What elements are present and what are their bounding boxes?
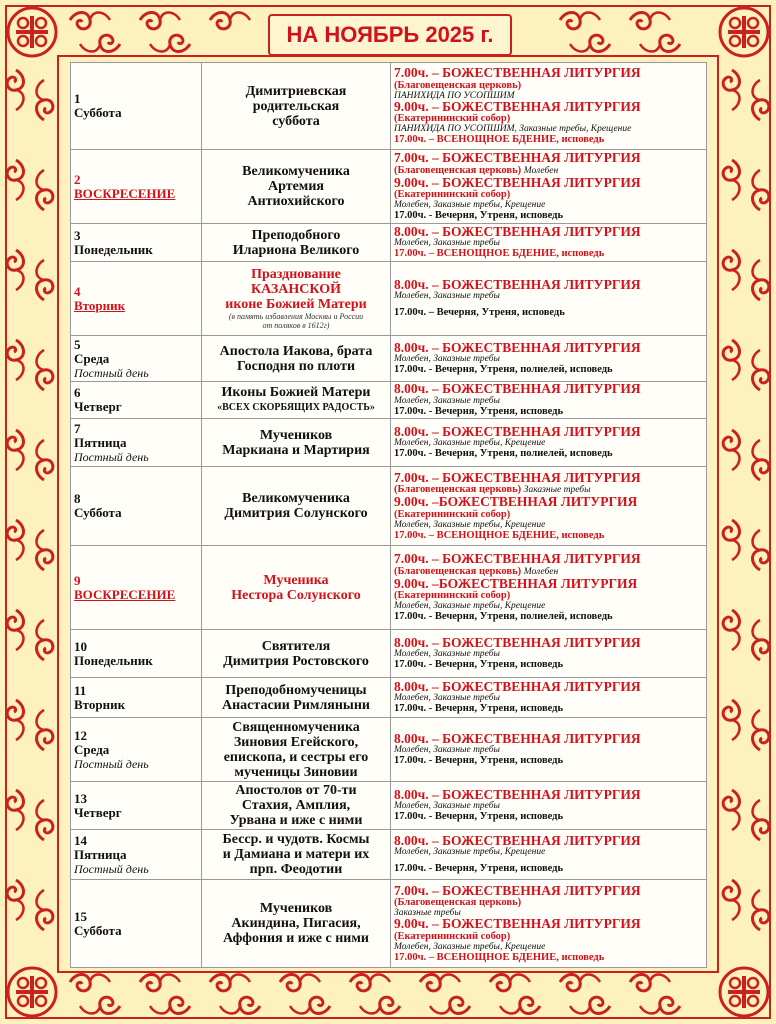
day-number: 3 — [74, 227, 81, 243]
saint-line: Димитрия Солунского — [224, 506, 368, 521]
evening-service: 17.00ч. - Вечерня, Утреня, исповедь — [394, 863, 563, 875]
vigil-service: 17.00ч. – ВСЕНОЩНОЕ БДЕНИЕ, исповедь — [394, 134, 605, 145]
table-row — [71, 336, 707, 382]
weekday: Пятница — [74, 846, 127, 862]
church-location: (Екатерининский собор) — [394, 113, 511, 124]
day-cell — [71, 419, 202, 467]
day-number: 2 — [74, 171, 81, 187]
liturgy-time: 7.00ч. – БОЖЕСТВЕННАЯ ЛИТУРГИЯ — [394, 469, 641, 485]
day-cell — [71, 336, 202, 382]
services-cell — [391, 382, 707, 419]
liturgy-time: 9.00ч. –БОЖЕСТВЕННАЯ ЛИТУРГИЯ — [394, 575, 638, 591]
services-cell — [391, 630, 707, 678]
table-row — [71, 382, 707, 419]
vigil-service: 17.00ч. – ВСЕНОЩНОЕ БДЕНИЕ, исповедь — [394, 529, 605, 541]
liturgy-time: 8.00ч. – БОЖЕСТВЕННАЯ ЛИТУРГИЯ — [394, 223, 641, 239]
weekday: Суббота — [74, 505, 122, 520]
day-number: 13 — [74, 790, 87, 806]
day-number: 15 — [74, 908, 87, 924]
services-cell — [391, 262, 707, 336]
saint-line: Димитриевская — [245, 83, 347, 99]
weekday: Четверг — [74, 804, 122, 820]
saint-cell — [202, 336, 391, 382]
day-number: 10 — [74, 638, 87, 654]
day-cell — [71, 880, 202, 968]
day-cell — [71, 546, 202, 630]
liturgy-time: 8.00ч. – БОЖЕСТВЕННАЯ ЛИТУРГИЯ — [394, 634, 641, 650]
saint-cell — [202, 718, 391, 782]
table-row — [71, 678, 707, 718]
saint-line: Мученика — [263, 572, 329, 588]
fast-day-note: Постный день — [74, 365, 149, 380]
service-notes: Заказные требы — [394, 908, 461, 918]
saint-cell — [202, 224, 391, 262]
services-cell — [391, 224, 707, 262]
church-location: (Екатерининский собор) — [394, 930, 511, 942]
services-cell — [391, 150, 707, 224]
day-number: 12 — [74, 727, 87, 743]
services-cell — [391, 718, 707, 782]
service-notes: ПАНИХИДА ПО УСОПШИМ, Заказные требы, Крещение — [394, 124, 632, 134]
saint-cell — [202, 630, 391, 678]
day-cell — [71, 678, 202, 718]
table-row — [71, 262, 707, 336]
saint-line: епископа, и сестры его — [223, 749, 369, 765]
service-notes: Молебен, Заказные требы — [394, 693, 500, 704]
service-notes: Молебен, Заказные требы — [394, 354, 500, 365]
saint-cell — [202, 262, 391, 336]
weekday: Суббота — [74, 922, 122, 938]
table-row — [71, 419, 707, 467]
liturgy-time: 9.00ч. –БОЖЕСТВЕННАЯ ЛИТУРГИЯ — [394, 494, 638, 509]
service-notes: Молебен, Заказные требы, Крещение — [394, 200, 546, 210]
church-location: (Благовещенская церковь) Молебен — [394, 565, 559, 577]
saint-line: Преподобного — [251, 227, 341, 243]
service-notes: Молебен — [523, 566, 559, 577]
service-notes: Молебен, Заказные требы, Крещение — [394, 847, 546, 858]
day-cell — [71, 467, 202, 546]
saint-line: Урвана и иже с ними — [229, 813, 363, 828]
saint-line: Священномученика — [232, 719, 360, 735]
table-row — [71, 467, 707, 546]
weekday: Понедельник — [74, 652, 153, 668]
services-cell — [391, 782, 707, 830]
day-number: 8 — [74, 491, 81, 506]
saint-line: мученицы Зиновии — [234, 764, 358, 780]
saint-cell — [202, 150, 391, 224]
schedule-body — [71, 63, 707, 968]
day-number: 6 — [74, 385, 81, 400]
saint-cell — [202, 63, 391, 150]
fast-day-note: Постный день — [74, 756, 149, 771]
saint-note: от поляков в 1612г) — [262, 321, 330, 330]
saint-line: Преподобномученицы — [225, 682, 367, 698]
saint-line: родительская — [252, 98, 340, 114]
day-cell — [71, 150, 202, 224]
services-cell — [391, 880, 707, 968]
church-location: (Екатерининский собор) — [394, 590, 511, 601]
saint-line: Нестора Солунского — [231, 587, 361, 603]
saint-line: Иконы Божией Матери — [221, 385, 371, 400]
services-cell — [391, 830, 707, 880]
service-notes: Молебен, Заказные требы — [394, 238, 500, 249]
fast-day-note: Постный день — [74, 861, 149, 876]
liturgy-time: 8.00ч. – БОЖЕСТВЕННАЯ ЛИТУРГИЯ — [394, 423, 641, 439]
saint-line: и Дамиана и матери их — [222, 847, 370, 862]
service-notes: Молебен, Заказные требы, Крещение — [394, 438, 546, 449]
service-notes: Молебен — [523, 165, 559, 176]
day-cell — [71, 630, 202, 678]
saint-line: Антиохийского — [247, 194, 345, 209]
evening-service: 17.00ч. - Вечерня, Утреня, исповедь — [394, 210, 563, 221]
weekday: Среда — [74, 350, 110, 366]
services-cell — [391, 419, 707, 467]
day-number: 4 — [74, 283, 81, 299]
vigil-service: 17.00ч. – ВСЕНОЩНОЕ БДЕНИЕ, исповедь — [394, 951, 605, 963]
page-title: НА НОЯБРЬ 2025 г. — [268, 14, 512, 56]
saint-note: (в память избавления Москвы и России — [228, 312, 364, 321]
weekday: ВОСКРЕСЕНИЕ — [74, 586, 176, 602]
service-notes: Молебен, Заказные требы — [394, 801, 500, 812]
evening-service: 17.00ч. - Вечерня, Утреня, исповедь — [394, 659, 563, 671]
evening-service: 17.00ч. - Вечерня, Утреня, полиелей, исповедь — [394, 448, 613, 460]
saint-cell — [202, 467, 391, 546]
liturgy-time: 8.00ч. – БОЖЕСТВЕННАЯ ЛИТУРГИЯ — [394, 276, 641, 292]
weekday: Понедельник — [74, 241, 153, 257]
saint-line: суббота — [272, 113, 320, 129]
table-row — [71, 630, 707, 678]
liturgy-time: 8.00ч. – БОЖЕСТВЕННАЯ ЛИТУРГИЯ — [394, 339, 641, 355]
service-notes: Молебен, Заказные требы — [394, 745, 500, 756]
saint-line: Празднование — [251, 267, 341, 282]
evening-service: 17.00ч. - Вечерня, Утреня, исповедь — [394, 811, 563, 823]
table-row — [71, 880, 707, 968]
day-cell — [71, 830, 202, 880]
saint-line: Апостола Иакова, брата — [219, 343, 373, 359]
service-notes: Молебен, Заказные требы — [394, 291, 500, 302]
saint-line: Артемия — [268, 179, 324, 194]
saint-line: Маркиана и Мартирия — [222, 442, 370, 458]
table-row — [71, 546, 707, 630]
liturgy-time: 7.00ч. – БОЖЕСТВЕННАЯ ЛИТУРГИЯ — [394, 150, 641, 165]
liturgy-time: 8.00ч. – БОЖЕСТВЕННАЯ ЛИТУРГИЯ — [394, 832, 641, 848]
saint-cell — [202, 830, 391, 880]
saint-line: Анастасии Римляныни — [222, 697, 370, 713]
day-cell — [71, 262, 202, 336]
table-row — [71, 224, 707, 262]
day-number: 14 — [74, 832, 87, 848]
service-notes: Молебен, Заказные требы, Крещение — [394, 601, 546, 611]
service-notes: Заказные требы — [523, 485, 591, 495]
evening-service: 17.00ч. - Вечерня, Утреня, исповедь — [394, 405, 563, 417]
saint-line: Святителя — [261, 638, 331, 654]
weekday: Суббота — [74, 105, 122, 120]
saint-line: Стахия, Амплия, — [241, 798, 351, 813]
church-location: (Благовещенская церковь) Заказные требы — [394, 484, 591, 495]
fast-day-note: Постный день — [74, 449, 149, 464]
saint-line: прп. Феодотии — [249, 862, 343, 877]
liturgy-time: 8.00ч. – БОЖЕСТВЕННАЯ ЛИТУРГИЯ — [394, 730, 641, 746]
church-location: (Благовещенская церковь) — [394, 79, 522, 91]
day-cell — [71, 382, 202, 419]
liturgy-time: 9.00ч. – БОЖЕСТВЕННАЯ ЛИТУРГИЯ — [394, 174, 641, 190]
table-row — [71, 63, 707, 150]
saint-cell — [202, 546, 391, 630]
evening-service: 17.00ч. - Вечерня, Утреня, полиелей, исповедь — [394, 611, 613, 622]
liturgy-time: 7.00ч. – БОЖЕСТВЕННАЯ ЛИТУРГИЯ — [394, 882, 641, 898]
services-cell — [391, 336, 707, 382]
weekday: ВОСКРЕСЕНИЕ — [74, 185, 176, 201]
evening-service: 17.00ч. - Вечерня, Утреня, исповедь — [394, 755, 563, 767]
church-location: (Благовещенская церковь) Молебен — [394, 164, 559, 176]
liturgy-time: 7.00ч. – БОЖЕСТВЕННАЯ ЛИТУРГИЯ — [394, 65, 641, 80]
weekday: Пятница — [74, 434, 127, 450]
service-notes: Молебен, Заказные требы — [394, 649, 500, 660]
saint-line: Димитрия Ростовского — [223, 653, 369, 669]
table-row — [71, 830, 707, 880]
service-notes: Молебен, Заказные требы, Крещение — [394, 519, 546, 530]
saint-line: Апостолов от 70-ти — [235, 783, 357, 798]
saint-cell — [202, 782, 391, 830]
day-cell — [71, 63, 202, 150]
day-number: 5 — [74, 336, 81, 352]
service-notes: ПАНИХИДА ПО УСОПШИМ — [394, 90, 515, 101]
services-cell — [391, 63, 707, 150]
day-number: 1 — [74, 91, 81, 106]
saint-line: иконе Божией Матери — [225, 297, 367, 312]
saint-line: Акиндина, Пигасия, — [231, 916, 361, 931]
schedule-table — [70, 62, 707, 968]
liturgy-time: 9.00ч. – БОЖЕСТВЕННАЯ ЛИТУРГИЯ — [394, 98, 641, 114]
saint-line: КАЗАНСКОЙ — [251, 282, 341, 297]
saint-cell — [202, 678, 391, 718]
vigil-service: 17.00ч. – ВСЕНОЩНОЕ БДЕНИЕ, исповедь — [394, 248, 605, 260]
day-number: 11 — [74, 682, 87, 698]
services-cell — [391, 546, 707, 630]
saint-line: Великомученика — [242, 164, 350, 179]
evening-service: 17.00ч. - Вечерня, Утреня, исповедь — [394, 703, 563, 715]
weekday: Вторник — [74, 297, 126, 313]
day-number: 7 — [74, 420, 81, 436]
day-cell — [71, 718, 202, 782]
day-cell — [71, 224, 202, 262]
liturgy-time: 7.00ч. – БОЖЕСТВЕННАЯ ЛИТУРГИЯ — [394, 551, 641, 566]
church-location: (Благовещенская церковь) — [394, 897, 522, 908]
saint-line: Аффония и иже с ними — [223, 931, 369, 946]
saint-line: Господня по плоти — [236, 358, 356, 374]
table-row — [71, 782, 707, 830]
liturgy-time: 8.00ч. – БОЖЕСТВЕННАЯ ЛИТУРГИЯ — [394, 381, 641, 397]
weekday: Среда — [74, 741, 110, 757]
liturgy-time: 8.00ч. – БОЖЕСТВЕННАЯ ЛИТУРГИЯ — [394, 786, 641, 802]
saint-line: «ВСЕХ СКОРБЯЩИХ РАДОСТЬ» — [217, 402, 375, 413]
weekday: Четверг — [74, 399, 122, 414]
weekday: Вторник — [74, 696, 126, 712]
day-cell — [71, 782, 202, 830]
services-cell — [391, 467, 707, 546]
saint-cell — [202, 382, 391, 419]
evening-service: 17.00ч. - Вечерня, Утреня, полиелей, исповедь — [394, 364, 613, 376]
saint-line: Мучеников — [259, 901, 333, 916]
church-location: (Екатерининский собор) — [394, 189, 511, 200]
saint-cell — [202, 419, 391, 467]
table-row — [71, 718, 707, 782]
saint-line: Великомученика — [242, 491, 350, 506]
liturgy-time: 9.00ч. – БОЖЕСТВЕННАЯ ЛИТУРГИЯ — [394, 916, 641, 931]
saint-line: Илариона Великого — [232, 242, 360, 258]
service-notes: Молебен, Заказные требы, Крещение — [394, 941, 546, 952]
services-cell — [391, 678, 707, 718]
service-notes: Молебен, Заказные требы — [394, 395, 500, 406]
table-row — [71, 150, 707, 224]
liturgy-time: 8.00ч. – БОЖЕСТВЕННАЯ ЛИТУРГИЯ — [394, 678, 641, 694]
saint-cell — [202, 880, 391, 968]
evening-service: 17.00ч. – Вечерня, Утреня, исповедь — [394, 307, 565, 319]
church-location: (Екатерининский собор) — [394, 508, 511, 520]
saint-line: Бесср. и чудотв. Космы — [222, 832, 370, 847]
day-number: 9 — [74, 572, 81, 588]
saint-line: Зиновия Егейского, — [233, 734, 359, 750]
saint-line: Мучеников — [259, 427, 333, 443]
